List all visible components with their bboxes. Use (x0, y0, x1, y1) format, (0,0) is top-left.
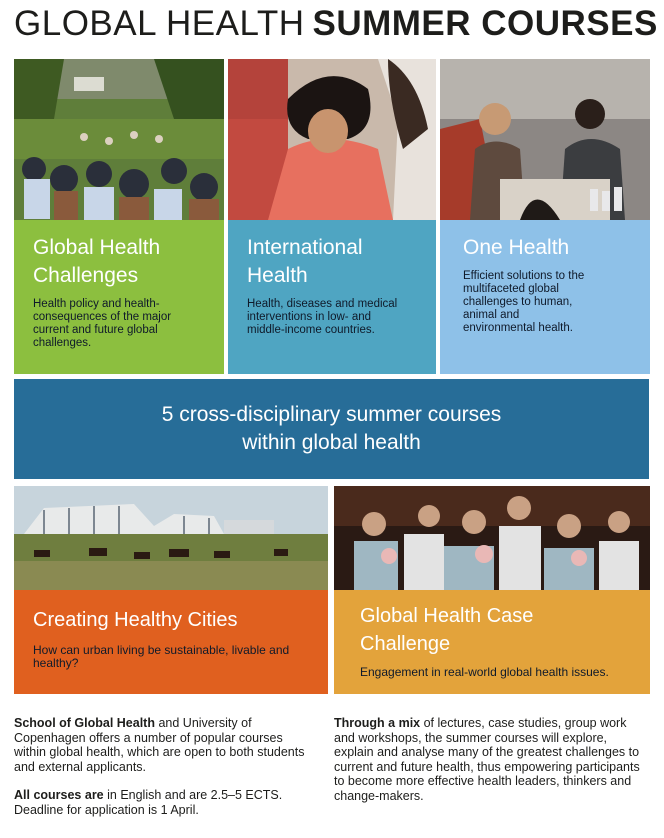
course-card-one-health[interactable] (440, 220, 650, 374)
course-card-creating-healthy-cities[interactable] (14, 590, 328, 694)
page-title: GLOBAL HEALTH SUMMER COURSES (14, 4, 658, 43)
students-sitting-on-grass-photo (14, 59, 224, 220)
course-title: International Health (247, 236, 363, 287)
course-description: Efficient solutions to the multifaceted global challenges to human, animal and environmental health. (463, 270, 585, 334)
course-title: Global Health Case Challenge (360, 605, 534, 655)
course-card-international-health[interactable] (228, 220, 436, 374)
course-card-global-health-case-challenge[interactable] (334, 590, 650, 694)
intro-paragraph: School of Global Health and University of Copenhagen offers a number of popular courses within global health, which are open to both students and external applicants. (14, 716, 305, 774)
course-description: How can urban living be sustainable, livable and healthy? (33, 643, 290, 670)
course-description: Engagement in real-world global health issues. (360, 665, 609, 679)
course-title: One Health (463, 236, 570, 259)
courses-banner: 5 cross-disciplinary summer courses within global health (14, 379, 649, 479)
footer-right-column (334, 716, 644, 817)
people-at-workshop-table-photo (440, 59, 650, 220)
footer-left-column (14, 716, 318, 831)
course-title: Creating Healthy Cities (33, 609, 238, 631)
course-card-global-health-challenges[interactable] (14, 220, 224, 374)
course-details-paragraph: All courses are in English and are 2.5–5 ECTS. Deadline for application is 1 April. (14, 788, 283, 817)
award-winners-with-flowers-photo (334, 486, 650, 590)
course-description: Health, diseases and medical interventions in low- and middle-income countries. (247, 298, 398, 336)
course-title: Global Health Challenges (33, 236, 161, 287)
approach-paragraph: Through a mix of lectures, case studies, group work and workshops, the summer courses will explore, explain and analyse many of the greatest challenges to current and future health, thus empowering participants to become more effective health leaders, thinkers and change-makers. (334, 716, 640, 803)
cows-in-field-city-photo (14, 486, 328, 590)
course-description: Health policy and health-consequences of the major current and future global challenges. (33, 298, 172, 349)
woman-in-coral-shirt-photo (228, 59, 436, 220)
